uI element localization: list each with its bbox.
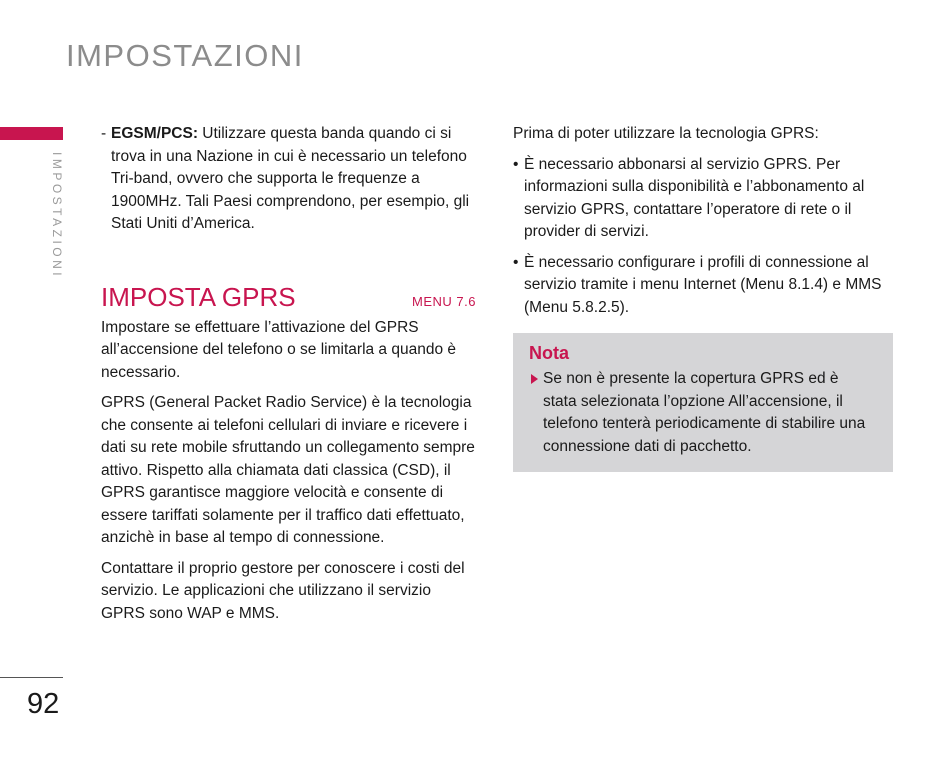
egsm-band-item <box>101 123 476 236</box>
sidebar-accent-bar <box>0 127 63 140</box>
bullet-text: È necessario abbonarsi al servizio GPRS. Per informazioni sulla disponibilità e l’abbonamento al servizio GPRS, contattare l’operatore di rete o il provider di servizi. <box>524 155 865 240</box>
body-paragraph: Contattare il proprio gestore per conoscere i costi del servizio. Le applicazioni che utilizzano il servizio GPRS sono WAP e MMS. <box>101 559 465 622</box>
left-column <box>101 123 476 625</box>
note-item <box>529 368 875 458</box>
egsm-description: Utilizzare questa banda quando ci si trova in una Nazione in cui è necessario un telefono Tri-band, ovvero che supporta le frequenze a 1900MHz. Tali Paesi comprendono, per esempio, gli Stati Uniti d’America. <box>111 125 470 232</box>
intro-paragraph: Prima di poter utilizzare la tecnologia GPRS: <box>513 125 819 142</box>
page-header-title: IMPOSTAZIONI <box>66 38 304 73</box>
body-paragraph: Impostare se effettuare l’attivazione del GPRS all’accensione del telefono o se limitarla a quando è necessario. <box>101 318 457 381</box>
note-box <box>513 333 893 472</box>
page-number: 92 <box>27 688 60 720</box>
bullet-marker: • <box>513 155 519 173</box>
bullet-marker: • <box>513 253 519 271</box>
dash-marker: - <box>101 125 107 142</box>
bullet-item <box>513 154 893 244</box>
bullet-text: È necessario configurare i profili di connessione al servizio tramite i menu Internet (Menu 8.1.4) e MMS (Menu 5.8.2.5). <box>524 253 882 316</box>
right-column <box>513 123 893 472</box>
egsm-term: EGSM/PCS: <box>111 125 198 142</box>
triangle-arrow-icon <box>531 374 538 384</box>
note-title: Nota <box>529 343 569 363</box>
body-paragraph: GPRS (General Packet Radio Service) è la tecnologia che consente ai telefoni cellulari di inviare e ricevere i dati su rete mobile sfruttando un collegamento sempre attivo. Rispetto alla chiamata dati classica (CSD), il GPRS garantisce maggiore velocità e consente di essere tariffati solamente per il traffico dati effettuato, anzichè in base al tempo di connessione. <box>101 394 475 546</box>
menu-reference: MENU 7.6 <box>412 293 476 309</box>
note-text: Se non è presente la copertura GPRS ed è stata selezionata l’opzione All’accensione, il telefono tenterà periodicamente di stabilire una connessione dati di pacchetto. <box>543 370 866 455</box>
section-title: IMPOSTA GPRS <box>101 281 296 312</box>
section-header <box>101 282 476 313</box>
sidebar-section-label: IMPOSTAZIONI <box>50 152 64 280</box>
bullet-item <box>513 252 893 320</box>
footer-divider <box>0 677 63 678</box>
